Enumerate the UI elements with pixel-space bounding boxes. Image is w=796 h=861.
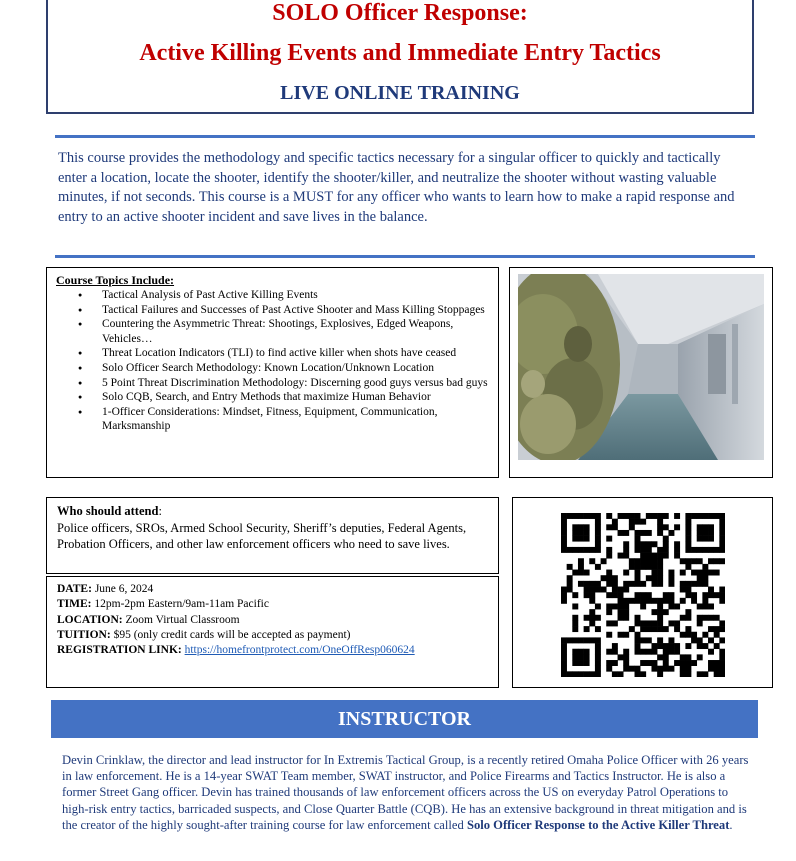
course-name: Solo Officer Response to the Active Killer Threat <box>466 817 730 832</box>
bio-text: Devin Crinklaw, the director and lead instructor for In Extremis Tactical Group, is a recently retired Omaha Police Officer with 26 years in law enforcement. He is a 14-year SWAT Team member, SWAT instructor, and Police Firearms and Tactics Instructor. He is also a former Street Gang officer. Devin has trained thousands of law enforcement officers across the US on everyday Patrol Operations to high-risk entry tactics, barricaded suspects, and Close Quarter Battle (CQB). He has an extensive background in threat mitigation and is the creator of the highly sought-after training course for law enforcement called <box>62 753 749 832</box>
course-topics-box <box>46 267 499 478</box>
topics-heading: Course Topics Include: <box>56 273 175 287</box>
time-value: 12pm-2pm Eastern/9am-11am Pacific <box>94 598 269 611</box>
registration-label: REGISTRATION LINK: <box>57 644 182 657</box>
location-value: Zoom Virtual Classroom <box>125 613 240 626</box>
instructor-bio <box>62 752 752 833</box>
location-label: LOCATION: <box>57 613 123 626</box>
topics-list <box>56 288 489 434</box>
date-value: June 6, 2024 <box>94 583 154 595</box>
who-heading: Who should attend <box>57 504 159 518</box>
photo-box <box>509 267 773 478</box>
time-label: TIME: <box>57 598 92 611</box>
divider-top <box>55 135 755 138</box>
hallway-officer-image <box>518 274 764 460</box>
list-item: ● Threat Location Indicators (TLI) to find active killer when shots have ceased <box>56 346 489 361</box>
divider-bottom <box>55 255 755 258</box>
list-item: ● Tactical Failures and Successes of Past Active Shooter and Mass Killing Stoppages <box>56 303 489 318</box>
date-label: DATE: <box>57 583 92 595</box>
intro-paragraph: This course provides the methodology and specific tactics necessary for a singular officer to quickly and tactically enter a location, locate the shooter, identify the shooter/killer, and neutralize the shooter without wasting valuable minutes, if not seconds. This course is a MUST for any officer who wants to learn how to make a rapid response and entry to an active shooter incident and save lives in the balance. <box>58 150 735 225</box>
tuition-label: TUITION: <box>57 628 111 641</box>
date-row <box>57 582 488 597</box>
title-box <box>46 0 754 114</box>
list-item: ● Solo Officer Search Methodology: Known Location/Unknown Location <box>56 361 489 376</box>
qr-code-box <box>512 497 773 688</box>
location-row <box>57 613 488 628</box>
instructor-heading: INSTRUCTOR <box>51 700 758 738</box>
registration-link[interactable]: https://homefrontprotect.com/OneOffResp060624 <box>184 644 415 657</box>
tuition-value: $95 (only credit cards will be accepted as payment) <box>113 628 351 641</box>
tuition-row <box>57 628 488 643</box>
time-row <box>57 597 488 612</box>
bio-end: . <box>729 817 733 832</box>
list-item: ● 5 Point Threat Discrimination Methodology: Discerning good guys versus bad guys <box>56 376 489 391</box>
title-line-2: Active Killing Events and Immediate Entry Tactics <box>139 40 661 66</box>
who-should-attend-box <box>46 497 499 574</box>
qr-code-icon[interactable] <box>561 513 725 677</box>
list-item: ● Countering the Asymmetric Threat: Shootings, Explosives, Edged Weapons, Vehicles… <box>56 317 489 346</box>
registration-row <box>57 643 488 658</box>
list-item: ● 1-Officer Considerations: Mindset, Fitness, Equipment, Communication, Marksmanship <box>56 405 489 434</box>
title-line-1: SOLO Officer Response: <box>272 0 528 26</box>
event-details-box <box>46 576 499 688</box>
who-heading-colon: : <box>158 504 162 518</box>
list-item: ● Solo CQB, Search, and Entry Methods that maximize Human Behavior <box>56 390 489 405</box>
list-item: ● Tactical Analysis of Past Active Killing Events <box>56 288 489 303</box>
who-text: Police officers, SROs, Armed School Security, Sheriff’s deputies, Federal Agents, Probation Officers, and other law enforcement officers who need to save lives. <box>57 520 467 551</box>
subtitle: LIVE ONLINE TRAINING <box>280 82 520 104</box>
